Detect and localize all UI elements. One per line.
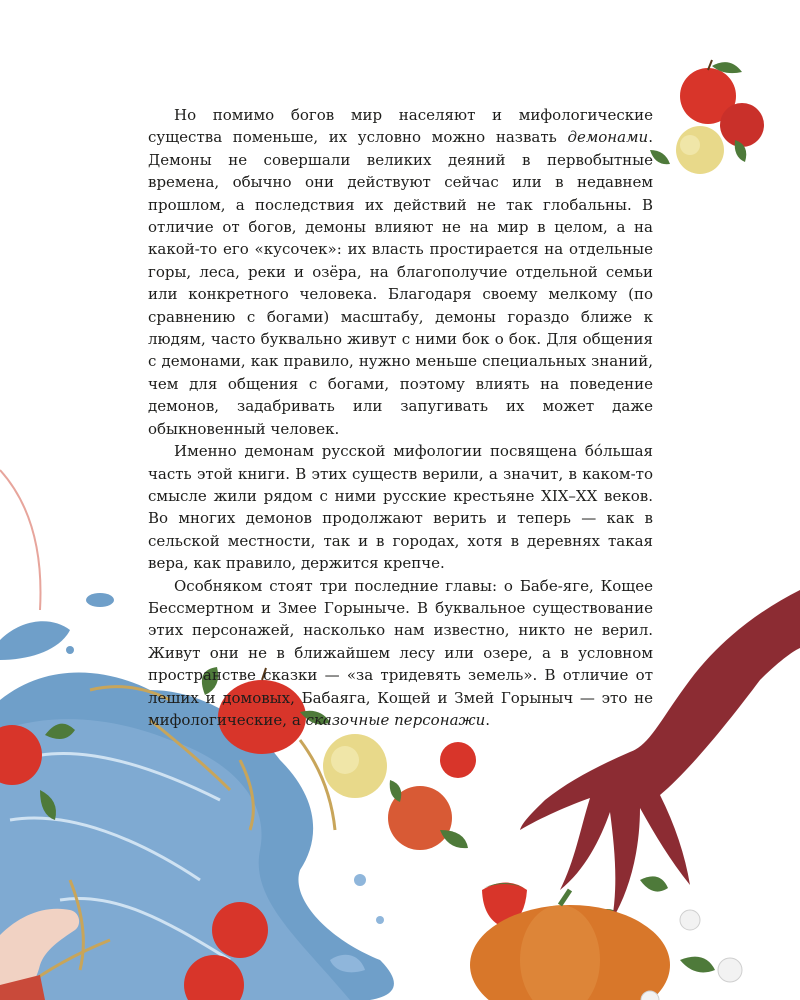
term-demons: демонами xyxy=(567,128,649,147)
apple-top-right-2 xyxy=(720,103,764,147)
apple-yellow-center xyxy=(323,734,387,798)
decorative-line xyxy=(0,470,41,610)
term-fairy-tale-characters: сказочные персонажи xyxy=(305,710,486,729)
paragraph-3: Особняком стоят три последние главы: о Бабе-яге, Кощее Бессмертном и Змее Горыныче. В буквальное существование этих персонажей, насколько нам известно, никто не верил. Живут они не в ближайшем лесу или озере, а в условном пространстве сказки — «за тридевять земель». В отличие от леших и домовых, Бабаяга, Кощей и Змей Горыныч — это не мифологические, а сказочные персонажи. xyxy=(148,576,653,729)
body-text xyxy=(148,104,653,731)
apple-small-center xyxy=(440,742,476,778)
paragraph-1: Но помимо богов мир населяют и мифологические существа поменьше, их условно можно назвать демонами. Демоны не совершали великих деяний в первобытные времена, обычно они действуют сейчас или в недавнем прошлом, а последствия их действий не так глобальны. В отличие от богов, демоны влияют не на мир в целом, а на какой-то его «кусочек»: их власть простирается на отдельные горы, леса, реки и озёра, на благополучие отдельной семьи или конкретного человека. Благодаря своему мелкому (по сравнению с богами) масштабу, демоны гораздо ближе к людям, часто буквально живут с ними бок о бок. Для общения с демонами, как правило, нужно меньше специальных знаний, чем для общения с богами, поэтому влиять на поведение демонов, задабривать или запугивать их может даже обыкновенный человек. xyxy=(148,106,653,438)
apple-top-right-3 xyxy=(676,126,724,174)
paragraph-2: Именно демонам русской мифологии посвящена бóльшая часть этой книги. В этих существ верили, а значит, в каком-то смысле жили рядом с ними русские крестьяне XIX–XX веков. Во многих демонов продолжают верить и теперь — как в сельской местности, так и в городах, хотя в деревнях такая вера, как правило, держится крепче. xyxy=(148,442,653,573)
apple-bottom-left-1 xyxy=(212,902,268,958)
